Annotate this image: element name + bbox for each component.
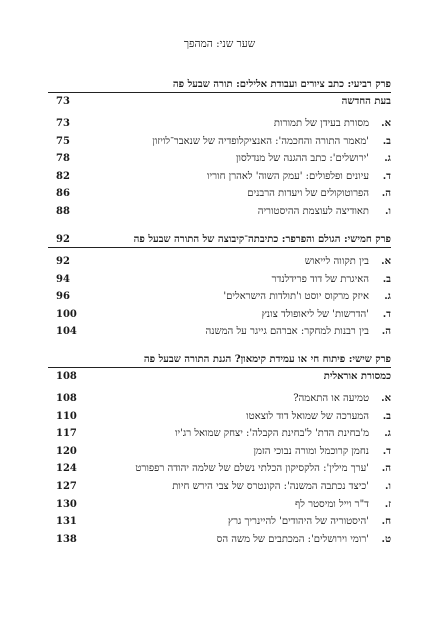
toc-entry[interactable] — [48, 171, 391, 189]
entry-letter: ד. — [382, 308, 391, 320]
chapter-5-title: פרק חמישי: הגולם והפרפר: כתיבתה־קיבוצה של התורה שבעל פה — [133, 234, 391, 245]
entry-letter: ב. — [382, 273, 391, 285]
toc-entry[interactable] — [48, 153, 391, 171]
chapter-6 — [48, 353, 391, 551]
entry-letter: ו. — [384, 205, 391, 217]
entry-page: 92 — [56, 256, 70, 267]
toc-entry[interactable] — [48, 411, 391, 429]
entry-letter: ה. — [381, 188, 391, 200]
entry-letter: ג. — [384, 428, 391, 440]
gate-title: שער שני: המהפך — [183, 38, 256, 50]
entry-title: 'רומי וירושלים': המכתבים של משה הס — [216, 533, 369, 545]
entry-page: 75 — [56, 135, 70, 147]
entry-page: 110 — [56, 410, 77, 422]
entry-title: בין רבנות למחקר: אברהם גייגר על המשנה — [205, 326, 369, 338]
entry-title: 'הדרשות' של ליאופולד צונץ — [261, 308, 369, 320]
entry-title: האיגרת של דוד פרידלנדר — [271, 273, 369, 285]
entry-letter: א. — [381, 393, 391, 404]
toc-entry[interactable] — [48, 534, 391, 552]
entry-page: 86 — [56, 188, 70, 200]
toc-entry[interactable] — [48, 309, 391, 327]
entry-page: 124 — [56, 463, 77, 475]
toc-entry[interactable] — [48, 516, 391, 534]
entry-title: ד"ר וייל ומיסטר לף — [295, 498, 369, 510]
chapter-6-subtitle-row — [48, 371, 391, 385]
entry-letter: ט. — [381, 533, 391, 545]
toc-entry[interactable] — [48, 118, 391, 136]
entry-letter: א. — [381, 118, 391, 129]
entry-title: 'ערך מילין': הלקסיקון הכלתי נשלם של שלמה יהודה רפפורט — [135, 463, 369, 475]
entry-title: 'ירושלים': כתב ההגנה של מנדלסון — [235, 153, 369, 165]
chapter-4-subtitle-row — [48, 96, 391, 110]
entry-letter: ד. — [382, 445, 391, 457]
toc-entry[interactable] — [48, 428, 391, 446]
entry-title: נחמן קרוכמל ומורה נבוכי הזמן — [253, 445, 369, 457]
entry-page: 100 — [56, 308, 77, 320]
entry-page: 127 — [56, 480, 77, 492]
entry-page: 73 — [56, 118, 70, 129]
toc-entry[interactable] — [48, 326, 391, 344]
entry-letter: ו. — [384, 480, 391, 492]
toc-entry[interactable] — [48, 274, 391, 292]
entry-page: 82 — [56, 170, 70, 182]
toc-entry[interactable] — [48, 136, 391, 154]
chapter-4-subtitle: בעת החדשה — [341, 96, 391, 107]
chapter-6-page: 108 — [56, 371, 77, 382]
entry-page: 96 — [56, 291, 70, 303]
entry-title: המערכה של שמואל דוד לוצאטו — [246, 410, 369, 422]
chapter-6-title: פרק שישי: פיתוח חי או עמידת קימאון? הגנת התורה שבעל פה — [48, 353, 391, 368]
entry-title: מ'בחינת הדת' ל'בחינת הקבלה': יצחק שמואל רג'יו — [175, 428, 369, 440]
entry-page: 108 — [56, 393, 77, 404]
toc-entry[interactable] — [48, 499, 391, 517]
chapter-6-subtitle: כמסורת אוראלית — [323, 371, 391, 382]
toc-entry[interactable] — [48, 393, 391, 411]
entry-letter: ד. — [382, 170, 391, 182]
chapter-5 — [48, 233, 391, 344]
toc-entry[interactable] — [48, 291, 391, 309]
entry-title: עיונים ופלפולים: 'עמק השוה' לאהרן חוריו — [206, 170, 369, 182]
entry-letter: ח. — [381, 516, 391, 528]
entry-title: הפרוטוקולים של ויעדות הרבנים — [247, 188, 369, 200]
entry-title: 'כיצד נכתבה המשנה': הקונטרס של צבי הירש חיות — [172, 480, 369, 492]
entry-title: טמיעה או התאמה? — [293, 393, 369, 404]
chapter-4-title: פרק רביעי: כתב ציורים ועבודת אלילים: תורה שבעל פה — [48, 78, 391, 93]
entry-title: 'מאמר התורה והחכמה': האנציקלופדיה של שנאבר־לויזון — [152, 135, 369, 147]
entry-letter: ג. — [384, 153, 391, 165]
entry-page: 78 — [56, 153, 70, 165]
entry-title: בין תקווה לייאוש — [304, 256, 369, 267]
entry-page: 88 — [56, 205, 70, 217]
entry-page: 131 — [56, 516, 77, 528]
chapter-6-entries — [48, 393, 391, 551]
entry-letter: ב. — [382, 410, 391, 422]
toc-entry[interactable] — [48, 256, 391, 274]
toc-entry[interactable] — [48, 446, 391, 464]
entry-title: תאודיצה לעוצמת ההיסטוריה — [257, 205, 369, 217]
entry-page: 138 — [56, 533, 77, 545]
chapter-5-entries — [48, 256, 391, 344]
entry-page: 130 — [56, 498, 77, 510]
entry-title: איזק מרקוס יוסט ו'תולדות הישראלים' — [223, 291, 369, 303]
entry-letter: ז. — [384, 498, 391, 510]
entry-letter: ג. — [384, 291, 391, 303]
entry-letter: ב. — [382, 135, 391, 147]
chapter-5-title-row — [48, 233, 391, 248]
entry-page: 117 — [56, 428, 77, 440]
entry-page: 120 — [56, 445, 77, 457]
chapter-4-entries — [48, 118, 391, 224]
chapter-4-page: 73 — [56, 96, 70, 107]
toc-entry[interactable] — [48, 188, 391, 206]
entry-page: 94 — [56, 273, 70, 285]
chapter-4 — [48, 78, 391, 224]
entry-page: 104 — [56, 326, 77, 338]
entry-title: 'היסטוריה של היהודים' להיינריך גרץ — [227, 516, 369, 528]
entry-letter: ה. — [381, 463, 391, 475]
entry-letter: ה. — [381, 326, 391, 338]
toc-entry[interactable] — [48, 206, 391, 224]
toc-entry[interactable] — [48, 481, 391, 499]
chapter-5-page: 92 — [56, 234, 70, 245]
entry-title: מסורת בעידן של תמורות — [273, 118, 369, 129]
toc-entry[interactable] — [48, 463, 391, 481]
entry-letter: א. — [381, 256, 391, 267]
